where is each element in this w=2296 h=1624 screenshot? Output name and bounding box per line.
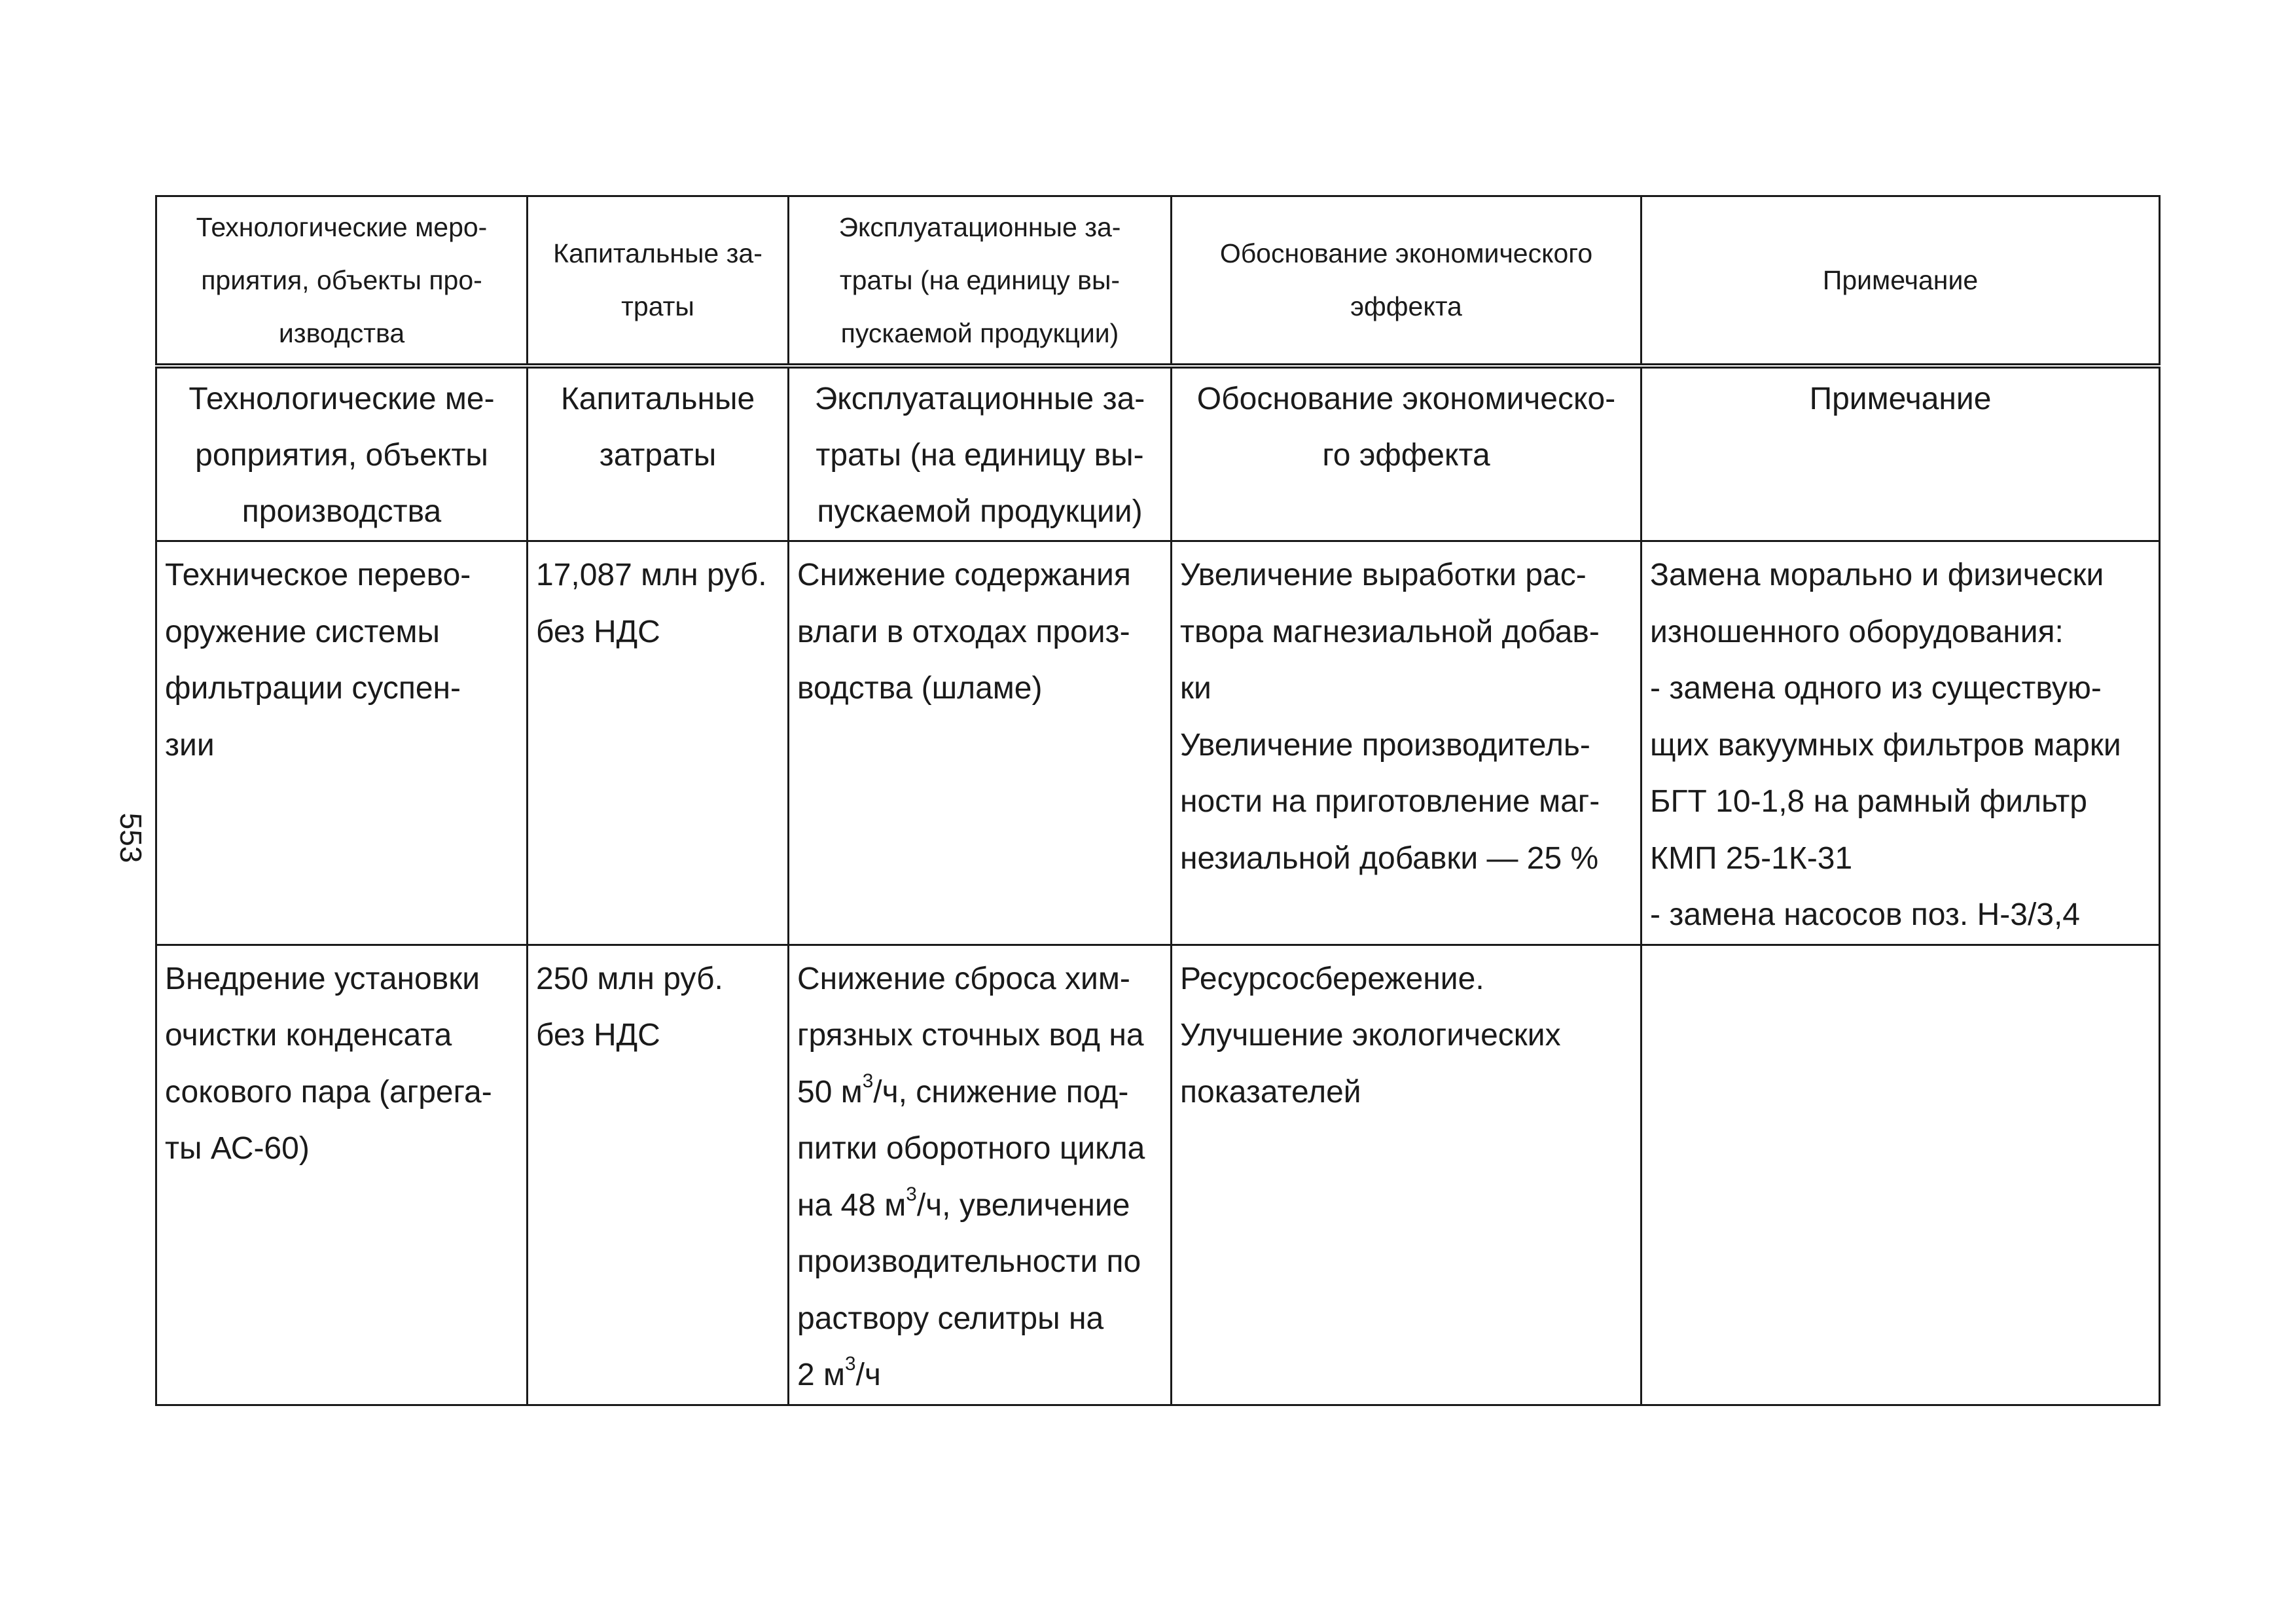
- superscript-exponent: 3: [906, 1183, 917, 1205]
- running-header-cell-capital: Капитальные за- траты: [528, 196, 789, 367]
- column-header-operating: Эксплуатационные за- траты (на единицу вы- пускаемой продукции): [789, 366, 1172, 541]
- cell-operating: Снижение содержания влаги в отходах произ- водства (шламе): [789, 541, 1172, 945]
- column-header-note: Примечание: [1641, 366, 2160, 541]
- measures-table: [155, 195, 2161, 1406]
- operating-line: производительности по: [797, 1244, 1141, 1279]
- running-header-row: [156, 196, 2160, 367]
- page-number: 553: [114, 812, 148, 863]
- operating-line: грязных сточных вод на: [797, 1018, 1144, 1053]
- running-header-cell-measures: Технологические меро- приятия, объекты про- изводства: [156, 196, 528, 367]
- cell-operating: [789, 945, 1172, 1405]
- table-row: [156, 945, 2160, 1405]
- operating-line: Снижение сброса хим-: [797, 961, 1130, 996]
- cell-measure: Внедрение установки очистки конденсата сокового пара (агрега- ты АС-60): [156, 945, 528, 1405]
- column-header-effect: Обоснование экономическо- го эффекта: [1172, 366, 1641, 541]
- cell-note: Замена морально и физически изношенного оборудования: - замена одного из существую- щих вакуумных фильтров марки БГТ 10-1,8 на рамный фильтр КМП 25-1К-31 - замена насосов поз. Н-3/3,4: [1641, 541, 2160, 945]
- cell-capital: 17,087 млн руб. без НДС: [528, 541, 789, 945]
- operating-line: питки оборотного цикла: [797, 1131, 1145, 1166]
- column-header-row: [156, 366, 2160, 541]
- superscript-exponent: 3: [845, 1353, 856, 1375]
- superscript-exponent: 3: [862, 1070, 874, 1092]
- running-header-cell-effect: Обоснование экономического эффекта: [1172, 196, 1641, 367]
- operating-line: 2 м: [797, 1358, 846, 1392]
- operating-line: на 48 м: [797, 1187, 906, 1223]
- cell-note: [1641, 945, 2160, 1405]
- operating-line: раствору селитры на: [797, 1301, 1104, 1336]
- operating-line: /ч: [855, 1358, 881, 1392]
- column-header-capital: Капитальные затраты: [528, 366, 789, 541]
- operating-line: /ч, снижение под-: [873, 1074, 1129, 1110]
- cell-capital: 250 млн руб. без НДС: [528, 945, 789, 1405]
- running-header-cell-note: Примечание: [1641, 196, 2160, 367]
- operating-line: /ч, увеличение: [916, 1187, 1130, 1223]
- cell-measure: Техническое перево- оружение системы фильтрации суспен- зии: [156, 541, 528, 945]
- cell-effect: Увеличение выработки рас- твора магнезиальной добав- ки Увеличение производитель- ности на приготовление маг- незиальной добавки — 25 %: [1172, 541, 1641, 945]
- operating-line: 50 м: [797, 1074, 863, 1110]
- running-header-cell-operating: Эксплуатационные за- траты (на единицу вы- пускаемой продукции): [789, 196, 1172, 367]
- cell-effect: Ресурсосбережение. Улучшение экологических показателей: [1172, 945, 1641, 1405]
- table-row: [156, 541, 2160, 945]
- column-header-measures: Технологические ме- роприятия, объекты производства: [156, 366, 528, 541]
